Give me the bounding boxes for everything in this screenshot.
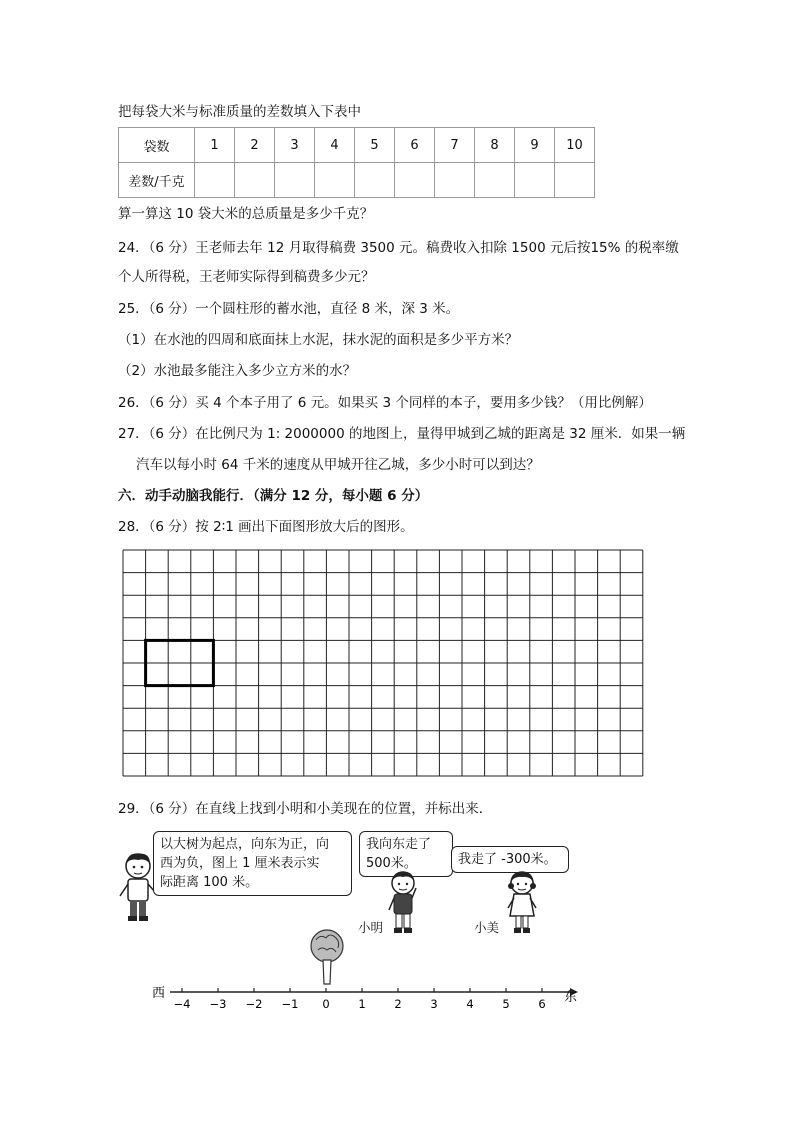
bubble-line: 我向东走了	[366, 837, 432, 852]
q26-text: 26．（6 分）买 4 个本子用了 6 元。如果买 3 个同样的本子，要用多少钱？（用比例解）	[118, 395, 652, 411]
table-cell-empty[interactable]	[235, 163, 275, 198]
table-header-bags: 袋数	[119, 128, 195, 163]
axis-tick-label: 5	[502, 997, 510, 1011]
axis-label-east: 东	[564, 990, 578, 1005]
tree-icon	[308, 928, 346, 986]
axis-tick-label: 0	[322, 997, 330, 1011]
table-cell: 8	[475, 128, 515, 163]
table-cell-empty[interactable]	[555, 163, 595, 198]
table-cell-empty[interactable]	[475, 163, 515, 198]
table-header-diff: 差数/千克	[119, 163, 195, 198]
q27-line1: 27．（6 分）在比例尺为 1: 2000000 的地图上，量得甲城到乙城的距离是 32 厘米．如果一辆	[118, 426, 686, 442]
number-line[interactable]	[150, 980, 590, 1014]
drawing-grid[interactable]	[122, 549, 646, 785]
label-xiaoming: 小明	[358, 920, 384, 935]
label-xiaomei: 小美	[474, 920, 500, 935]
table-cell-empty[interactable]	[435, 163, 475, 198]
section-six-heading: 六．动手动脑我能行．（满分 12 分，每小题 6 分）	[118, 488, 429, 504]
axis-tick-label: −4	[173, 997, 191, 1011]
table-cell: 1	[195, 128, 235, 163]
bubble-line: 际距离 100 米。	[160, 875, 259, 890]
table-cell-empty[interactable]	[195, 163, 235, 198]
table-cell: 7	[435, 128, 475, 163]
q28-text: 28．（6 分）按 2∶1 画出下面图形放大后的图形。	[118, 519, 414, 535]
bubble-line: 以大树为起点，向东为正，向	[160, 837, 330, 852]
table-cell-empty[interactable]	[515, 163, 555, 198]
table-cell: 2	[235, 128, 275, 163]
axis-tick-label: 2	[394, 997, 402, 1011]
q25-sub2: （2）水池最多能注入多少立方米的水？	[118, 363, 357, 379]
table-row	[119, 128, 595, 163]
axis-tick-label: −3	[209, 997, 227, 1011]
bubble-line: 西为负，图上 1 厘米表示实	[160, 856, 320, 871]
table-cell: 10	[555, 128, 595, 163]
q29-text: 29．（6 分）在直线上找到小明和小美现在的位置，并标出来．	[118, 801, 493, 817]
axis-tick-label: −1	[281, 997, 299, 1011]
bubble-line: 500米。	[366, 856, 417, 871]
table-cell-empty[interactable]	[395, 163, 435, 198]
boy-left-figure	[118, 852, 158, 924]
q25-sub1: （1）在水池的四周和底面抹上水泥，抹水泥的面积是多少平方米？	[118, 332, 519, 348]
difference-table	[118, 127, 595, 198]
table-cell: 3	[275, 128, 315, 163]
table-row	[119, 163, 595, 198]
q24-line2: 个人所得税，王老师实际得到稿费多少元？	[118, 269, 375, 285]
q24-line1: 24．（6 分）王老师去年 12 月取得稿费 3500 元。稿费收入扣除 1500 元后按15% 的税率缴	[118, 240, 679, 256]
axis-tick-label: 4	[466, 997, 474, 1011]
xiaomei-figure	[505, 870, 539, 936]
table-cell: 9	[515, 128, 555, 163]
q23-followup: 算一算这 10 袋大米的总质量是多少千克？	[118, 206, 374, 222]
axis-tick-label: −2	[245, 997, 263, 1011]
speech-bubble-xiaomei	[451, 846, 569, 873]
table-cell: 6	[395, 128, 435, 163]
axis-tick-label: 6	[538, 997, 546, 1011]
axis-tick-label: 1	[358, 997, 366, 1011]
table-cell-empty[interactable]	[315, 163, 355, 198]
table-cell: 5	[355, 128, 395, 163]
axis-tick-label: 3	[430, 997, 438, 1011]
table-cell-empty[interactable]	[355, 163, 395, 198]
axis-label-west: 西	[152, 986, 166, 1001]
table-cell-empty[interactable]	[275, 163, 315, 198]
bubble-line: 我走了 -300米。	[458, 852, 557, 867]
xiaoming-figure	[386, 870, 420, 934]
q25-line1: 25．（6 分）一个圆柱形的蓄水池，直径 8 米，深 3 米。	[118, 301, 460, 317]
table-caption: 把每袋大米与标准质量的差数填入下表中	[118, 104, 361, 120]
q27-line2: 汽车以每小时 64 千米的速度从甲城开往乙城，多少小时可以到达？	[136, 457, 540, 473]
speech-bubble-rules	[153, 831, 352, 896]
table-cell: 4	[315, 128, 355, 163]
